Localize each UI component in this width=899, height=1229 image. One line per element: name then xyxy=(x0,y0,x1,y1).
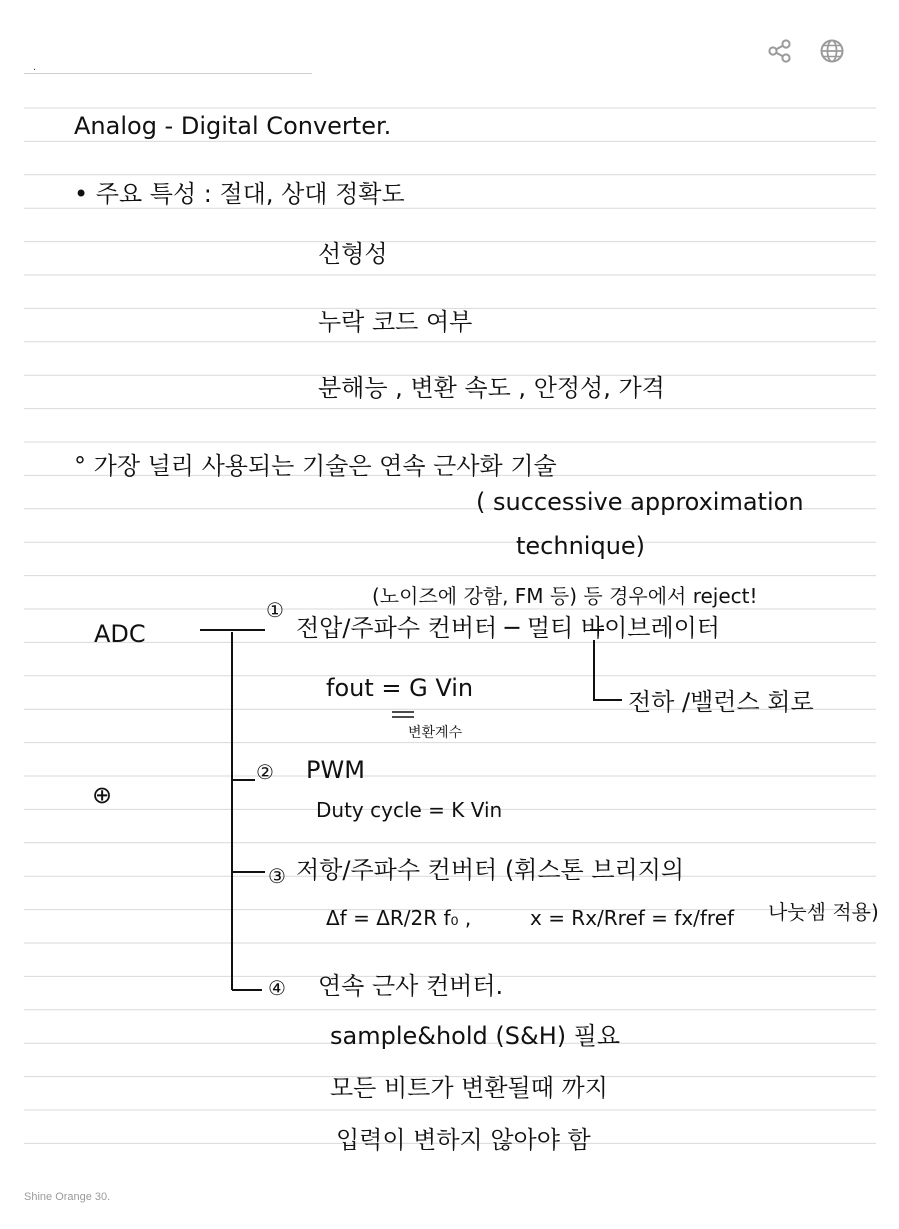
branch1-annotation: (노이즈에 강함, FM 등) 등 경우에서 reject! xyxy=(372,584,758,608)
footer-brand: Shine Orange 30. xyxy=(24,1191,111,1203)
branch4-line: 모든 비트가 변환될때 까지 xyxy=(330,1074,608,1102)
branch2-number: ② xyxy=(256,760,274,784)
branch3-formula-x: x = Rx/Rref = fx/fref xyxy=(530,906,735,930)
branch2-formula: Duty cycle = K Vin xyxy=(316,798,503,822)
branch1-number: ① xyxy=(266,598,284,622)
feature-item: 분해능 , 변환 속도 , 안정성, 가격 xyxy=(318,374,665,402)
feature-item: 누락 코드 여부 xyxy=(318,308,473,336)
toolbar xyxy=(765,36,847,66)
branch3-note: 나눗셈 적용) xyxy=(768,900,879,924)
branch3-number: ③ xyxy=(268,864,286,888)
note-title: Analog - Digital Converter. xyxy=(74,112,392,140)
branch1-sub-branch: 전하 /밸런스 회로 xyxy=(628,688,814,716)
common-tech-line: ( successive approximation xyxy=(476,488,804,516)
branch3-title: 저항/주파수 컨버터 (휘스톤 브리지의 xyxy=(296,856,685,884)
branch4-title: 연속 근사 컨버터. xyxy=(318,972,504,1000)
branch4-line: 입력이 변하지 않아야 함 xyxy=(336,1126,591,1154)
branch4-line: sample&hold (S&H) 필요 xyxy=(330,1022,621,1050)
branch1-title: 전압/주파수 컨버터 ─ 멀티 바이브레이터 xyxy=(296,614,720,642)
common-tech-line: technique) xyxy=(516,532,646,560)
share-icon[interactable] xyxy=(765,36,795,66)
branch2-title: PWM xyxy=(306,756,365,784)
branch4-number: ④ xyxy=(268,976,286,1000)
features-heading: • 주요 특성 : 절대, 상대 정확도 xyxy=(74,180,405,208)
feature-item: 선형성 xyxy=(318,240,388,268)
branch1-formula: fout = G Vin xyxy=(326,674,474,702)
adc-label: ADC xyxy=(94,620,146,648)
header-dot: . xyxy=(33,62,37,73)
star-mark: ⊕ xyxy=(92,781,113,809)
branch3-formula-df: Δf = ΔR/2R f₀ , xyxy=(326,906,472,930)
branch1-gain-label: 변환계수 xyxy=(408,725,463,741)
globe-icon[interactable] xyxy=(817,36,847,66)
title-underline xyxy=(24,73,312,74)
common-tech-line: ° 가장 널리 사용되는 기술은 연속 근사화 기술 xyxy=(74,452,557,480)
